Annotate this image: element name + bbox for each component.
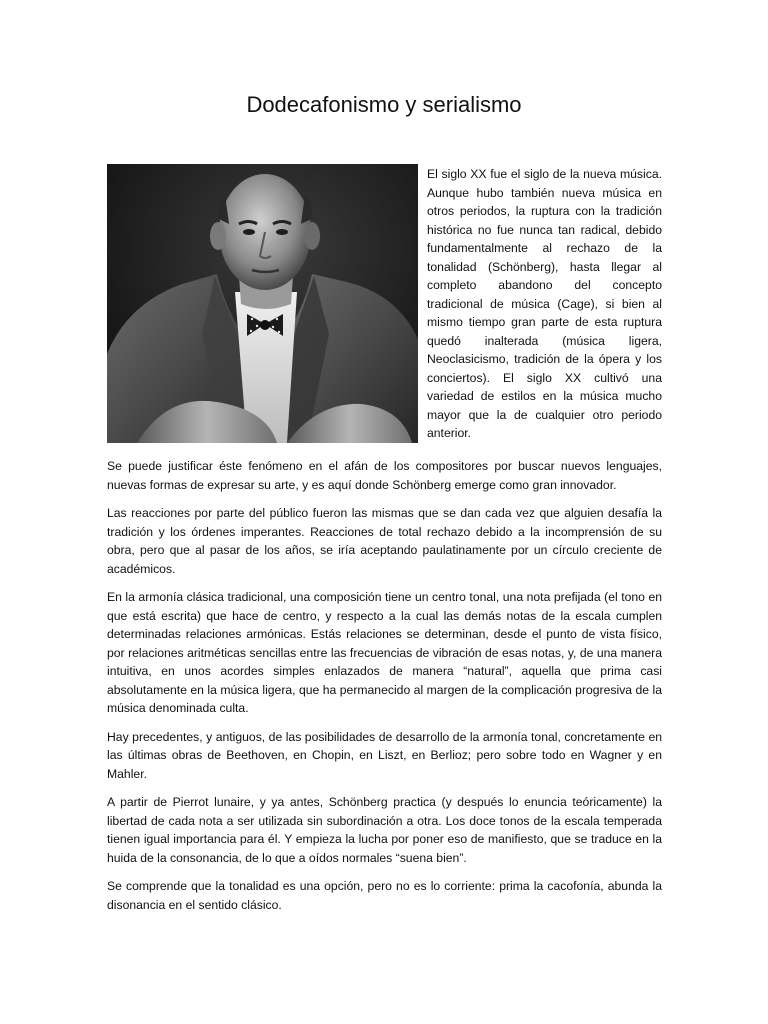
paragraph: Las reacciones por parte del público fueron las mismas que se dan cada vez que alguien desafía la tradición y los órdenes imperantes. Reacciones de total rechazo debido a la incomprensión de su obra, pero que al pasar de los años, se iría aceptando paulatinamente por un círculo creciente de académicos.	[107, 506, 662, 576]
paragraph: Se puede justificar éste fenómeno en el afán de los compositores por buscar nuevos lenguajes, nuevas formas de expresar su arte, y es aquí donde Schönberg emerge como gran innovador.	[107, 459, 662, 492]
portrait-photo	[107, 164, 418, 443]
paragraph: En la armonía clásica tradicional, una composición tiene un centro tonal, una nota prefijada (el tono en que está escrita) que hace de centro, y respecto a la cual las demás notas de la escala cumplen determinadas relaciones armónicas. Estás relaciones se determinan, desde el punto de vista físico, por relaciones aritméticas sencillas entre las frecuencias de vibración de esas notas, y, de una manera intuitiva, en unos acordes simples enlazados de manera “natural”, aquella que prima casi absolutamente en la música ligera, que ha permanecido al margen de la complicación progresiva de la música denominada culta.	[107, 590, 662, 715]
body-text	[107, 457, 662, 924]
page-title: Dodecafonismo y serialismo	[246, 92, 522, 117]
paragraph: Hay precedentes, y antiguos, de las posibilidades de desarrollo de la armonía tonal, concretamente en las últimas obras de Beethoven, en Chopin, en Liszt, en Berlioz; pero sobre todo en Wagner y en Mahler.	[107, 729, 662, 781]
intro-paragraph: El siglo XX fue el siglo de la nueva música. Aunque hubo también nueva música en otros periodos, la ruptura con la tradición histórica no fue nunca tan radical, debido fundamentalmente al rechazo de la tonalidad (Schönberg), hasta llegar al completo abandono del concepto tradicional de música (Cage), si bien al mismo tiempo gran parte de esta ruptura quedó inalterada (música ligera, Neoclasicismo, tradición de la ópera y los conciertos). El siglo XX cultivó una variedad de estilos en la música mucho mayor que la de cualquier otro periodo anterior.	[427, 167, 662, 440]
paragraph: Se comprende que la tonalidad es una opción, pero no es lo corriente: prima la cacofonía, abunda la disonancia en el sentido clásico.	[107, 879, 662, 912]
paragraph: A partir de Pierrot lunaire, y ya antes, Schönberg practica (y después lo enuncia teóricamente) la libertad de cada nota a ser utilizada sin subordinación a otra. Los doce tonos de la escala temperada tienen igual importancia para él. Y empieza la lucha por poner eso de manifiesto, que se traduce en la huida de la consonancia, de lo que a oídos normales “suena bien”.	[107, 795, 662, 865]
